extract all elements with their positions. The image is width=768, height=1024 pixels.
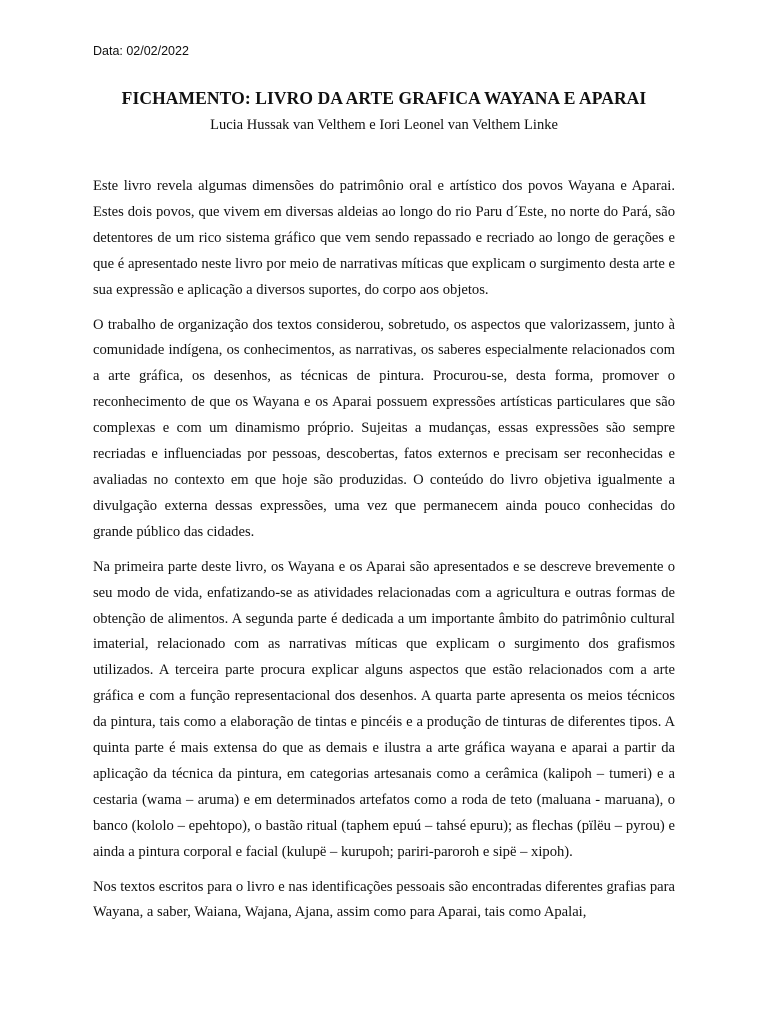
document-body xyxy=(93,174,675,935)
document-date: Data: 02/02/2022 xyxy=(93,44,189,58)
paragraph: Na primeira parte deste livro, os Wayana e os Aparai são apresentados e se descreve brevemente o seu modo de vida, enfatizando-se as atividades relacionadas com a agricultura e outras formas de obtenção de alimentos. A segunda parte é dedicada a um importante âmbito do patrimônio cultural imaterial, relacionado com as narrativas míticas que explicam o surgimento dos grafismos utilizados. A terceira parte procura explicar alguns aspectos que estão relacionados com a arte gráfica e com a função representacional dos desenhos. A quarta parte apresenta os meios técnicos da pintura, tais como a elaboração de tintas e pincéis e a produção de tinturas de diferentes tipos. A quinta parte é mais extensa do que as demais e ilustra a arte gráfica wayana e aparai a partir da aplicação da técnica da pintura, em categorias artesanais como a cerâmica (kalipoh – tumeri) e a cestaria (wama – aruma) e em determinados artefatos como a roda de teto (maluana - maruana), o banco (kololo – epehtopo), o bastão ritual (taphem epuú – tahsé epuru); as flechas (pïlëu – pyrou) e ainda a pintura corporal e facial (kulupë – kurupoh; pariri-paroroh e sipë – xipoh). xyxy=(93,558,675,860)
paragraph: Este livro revela algumas dimensões do patrimônio oral e artístico dos povos Wayana e Aparai. Estes dois povos, que vivem em diversas aldeias ao longo do rio Paru d´Este, no norte do Pará, são detentores de um rico sistema gráfico que vem sendo repassado e recriado ao longo de gerações e que é apresentado neste livro por meio de narrativas míticas que explicam o surgimento desta arte e sua expressão e aplicação a diversos suportes, do corpo aos objetos. xyxy=(93,178,675,298)
paragraph: O trabalho de organização dos textos considerou, sobretudo, os aspectos que valorizassem, junto à comunidade indígena, os conhecimentos, as narrativas, os saberes especialmente relacionados com a arte gráfica, os desenhos, as técnicas de pintura. Procurou-se, desta forma, promover o reconhecimento de que os Wayana e os Aparai possuem expressões artísticas particulares que são complexas e com um dinamismo próprio. Sujeitas a mudanças, essas expressões são sempre recriadas e influenciadas por pessoas, descobertas, fatos externos e precisam ser reconhecidas e avaliadas no contexto em que hoje são produzidas. O conteúdo do livro objetiva igualmente a divulgação externa dessas expressões, uma vez que permanecem ainda pouco conhecidas do grande público das cidades. xyxy=(93,316,675,540)
document-authors: Lucia Hussak van Velthem e Iori Leonel van Velthem Linke xyxy=(210,117,558,133)
paragraph: Nos textos escritos para o livro e nas identificações pessoais são encontradas diferentes grafias para Wayana, a saber, Waiana, Wajana, Ajana, assim como para Aparai, tais como Apalai, xyxy=(93,878,675,921)
document-title: FICHAMENTO: LIVRO DA ARTE GRAFICA WAYANA E APARAI xyxy=(121,88,647,108)
